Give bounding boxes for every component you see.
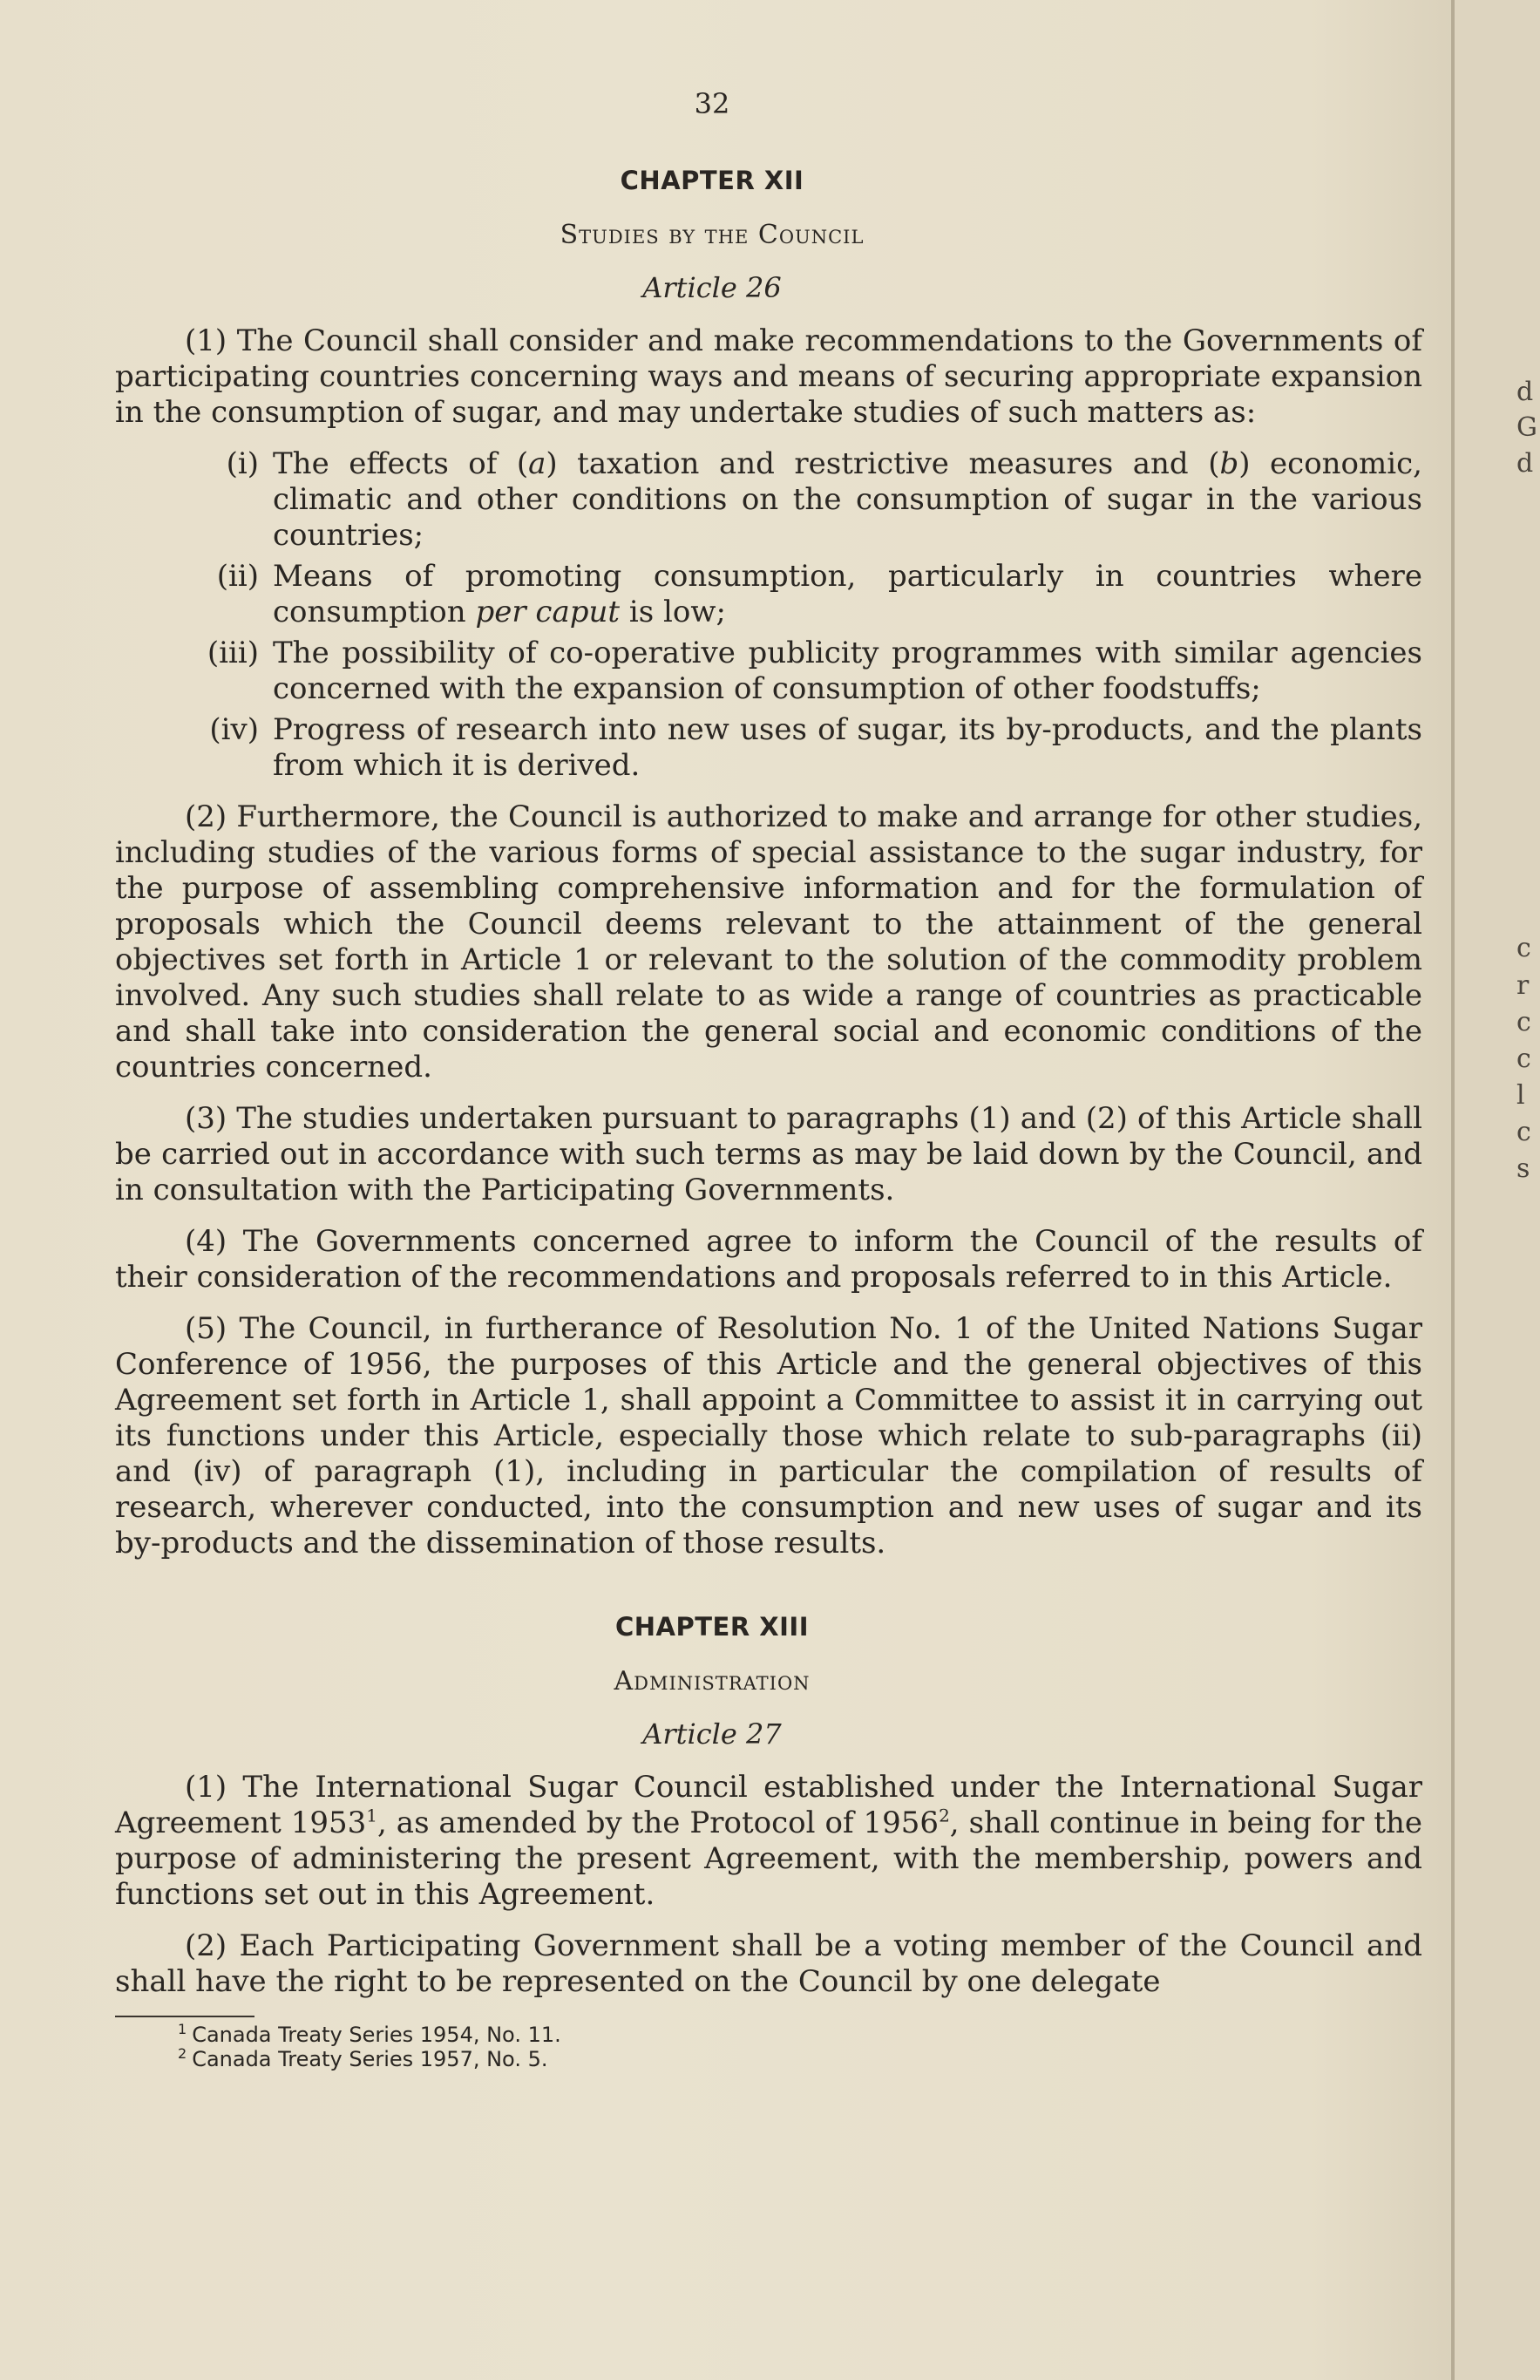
item-text: Progress of research into new uses of sugar, its by-products, and the plants from which it is derived. <box>273 712 1422 783</box>
edge-letter: c <box>1516 1117 1531 1147</box>
edge-letter: d <box>1516 377 1534 407</box>
paragraph: (3) The studies undertaken pursuant to paragraphs (1) and (2) of this Article shall be carried out in accordance with such terms as may be laid down by the Council, and in consultation with the Participating Governments. <box>115 1101 1422 1207</box>
paragraph: (5) The Council, in furtherance of Resolution No. 1 of the United Nations Sugar Conference of 1956, the purposes of this Article and the general objectives of this Agreement set forth in Article 1, shall appoint a Committee to assist it in carrying out its functions under this Article, especially those which relate to sub-paragraphs (ii) and (iv) of paragraph (1), including in particular the compilation of results of research, wherever conducted, into the consumption and new uses of sugar and its by-products and the dissemination of those results. <box>115 1311 1422 1561</box>
footnote: $^2$ Canada Treaty Series 1957, No. 5. <box>178 2045 548 2071</box>
edge-letter: l <box>1516 1080 1525 1111</box>
sub-paragraph-list <box>115 446 1422 784</box>
paragraph: (1) The Council shall consider and make recommendations to the Governments of participating countries concerning ways and means of securing appropriate expansion in the consumption of sugar, and may undertake studies of such matters as: <box>115 323 1422 430</box>
chapter-heading: CHAPTER XII <box>620 166 804 195</box>
page-content <box>115 87 1422 2071</box>
footnote-ref: 2 <box>939 1805 950 1826</box>
edge-letter: s <box>1516 1153 1530 1184</box>
edge-letter: d <box>1516 448 1534 479</box>
article-heading: Article 26 <box>642 271 782 304</box>
paragraph: (2) Furthermore, the Council is authorized to make and arrange for other studies, including studies of the various forms of special assistance to the sugar industry, for the purpose of assembling comprehensive information and for the formulation of proposals which the Council deems relevant to the attainment of the general objectives set forth in Article 1 or relevant to the solution of the commodity problem involved. Any such studies shall relate to as wide a range of countries as practicable and shall take into consideration the general social and economic conditions of the countries concerned. <box>115 799 1422 1085</box>
item-text: The possibility of co-operative publicity programmes with similar agencies concerned with the expansion of consumption of other foodstuffs; <box>273 636 1422 706</box>
item-text: The effects of (a) taxation and restrictive measures and (b) economic, climatic and other conditions on the consumption of sugar in the various countries; <box>273 446 1422 553</box>
chapter-heading: CHAPTER XIII <box>615 1612 809 1642</box>
edge-letter: c <box>1516 933 1531 963</box>
item-number: (iii) <box>207 636 259 670</box>
paragraph: (1) The International Sugar Council established under the International Sugar Agreement 1953$^1$, as amended by the Protocol of 1956$^2$, shall continue in being for the purpose of administering the present Agreement, with the membership, powers and functions set out in this Agreement. <box>115 1770 1423 1912</box>
page-binding <box>1451 0 1455 2380</box>
list-item <box>115 636 1422 707</box>
item-number: (i) <box>226 446 259 481</box>
section-heading: Studies by the Council <box>560 220 865 250</box>
section-heading: Administration <box>614 1666 811 1697</box>
item-number: (ii) <box>216 559 259 594</box>
list-item <box>115 559 1422 630</box>
article-heading: Article 27 <box>642 1717 782 1751</box>
edge-letter: r <box>1516 970 1530 1001</box>
edge-letter: c <box>1516 1007 1531 1037</box>
item-text: Means of promoting consumption, particularly in countries where consumption per caput is low; <box>273 559 1422 629</box>
footnote: $^1$ Canada Treaty Series 1954, No. 11. <box>178 2021 561 2047</box>
list-item <box>115 712 1422 784</box>
paragraph: (2) Each Participating Government shall be a voting member of the Council and shall have the right to be represented on the Council by one delegate <box>115 1928 1422 1999</box>
paragraph: (4) The Governments concerned agree to inform the Council of the results of their consideration of the recommendations and proposals referred to in this Article. <box>115 1224 1422 1295</box>
footnote-divider <box>115 2016 254 2017</box>
list-item <box>115 446 1422 554</box>
edge-letter: G <box>1516 412 1537 443</box>
footnote-ref: 1 <box>366 1805 377 1826</box>
edge-letter: c <box>1516 1044 1531 1074</box>
item-number: (iv) <box>209 712 259 747</box>
facing-page-edge <box>1455 0 1540 2380</box>
page-number: 32 <box>694 87 730 120</box>
